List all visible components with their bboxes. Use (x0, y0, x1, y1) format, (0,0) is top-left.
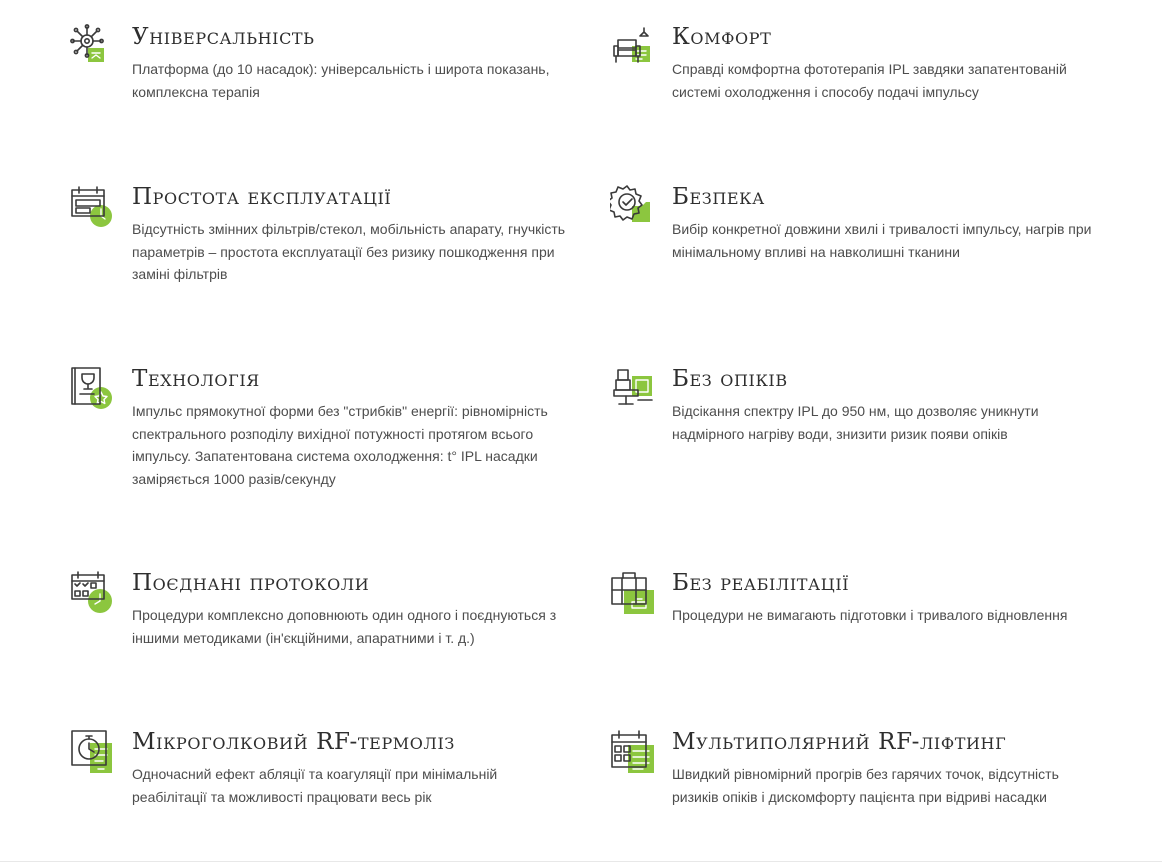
feature-title: Безпека (672, 184, 765, 210)
gear-check-icon (610, 184, 656, 230)
calendar-list-icon (610, 729, 656, 775)
feature-description: Платформа (до 10 насадок): універсальність і широта показань, комплексна терапія (132, 61, 550, 100)
schedule-clock-icon (70, 570, 116, 616)
feature-description: Відсікання спектру IPL до 950 нм, що дозволяє уникнути надмірного нагріву води, знизити ризик появи опіків (672, 403, 1039, 442)
network-icon (70, 24, 116, 70)
armchair-icon (610, 24, 656, 70)
dental-chair-icon (610, 366, 656, 412)
feature-title: Без реабілітації (672, 570, 850, 596)
feature-title: Мультиполярний RF-ліфтинг (672, 729, 1007, 755)
feature-title: Поєднані протоколи (132, 570, 370, 596)
feature-title: Простота експлуатації (132, 184, 392, 210)
feature-title: Мікроголковий RF-термоліз (132, 729, 455, 755)
feature-description: Процедури комплексно доповнюють один одного і поєднуються з іншими методиками (ін'єкційними, апаратними і т. д.) (132, 607, 557, 646)
feature-title: Без опіків (672, 366, 788, 392)
feature-title: Комфорт (672, 24, 772, 50)
feature-title: Універсальність (132, 24, 315, 50)
briefcase-icon (610, 570, 656, 616)
feature-description: Процедури не вимагають підготовки і тривалого відновлення (672, 607, 1068, 623)
feature-title: Технологія (132, 366, 260, 392)
feature-description: Справді комфортна фототерапія IPL завдяки запатентованій системі охолодження і способу подачі імпульсу (672, 61, 1067, 100)
feature-description: Імпульс прямокутної форми без "стрибків" енергії: рівномірність спектрального розподілу вихідної потужності протягом всього імпульсу. Запатентована система охолодження: t° IPL насадки заміряється 1000 разів/секунду (132, 403, 548, 487)
certificate-award-icon (70, 366, 116, 412)
feature-description: Вибір конкретної довжини хвилі і тривалості імпульсу, нагрів при мінімальному впливі на навколишні тканини (672, 221, 1092, 260)
feature-description: Відсутність змінних фільтрів/стекол, мобільність апарату, гнучкість параметрів – простота експлуатації без ризику пошкодження при заміні фільтрів (132, 221, 566, 282)
calendar-clock-icon (70, 184, 116, 230)
section-divider (0, 861, 1162, 862)
stopwatch-icon (70, 729, 116, 775)
feature-description: Швидкий рівномірний прогрів без гарячих точок, відсутність ризиків опіків і дискомфорту пацієнта при відриві насадки (672, 766, 1059, 805)
feature-description: Одночасний ефект абляції та коагуляції при мінімальній реабілітації та можливості працювати весь рік (132, 766, 498, 805)
